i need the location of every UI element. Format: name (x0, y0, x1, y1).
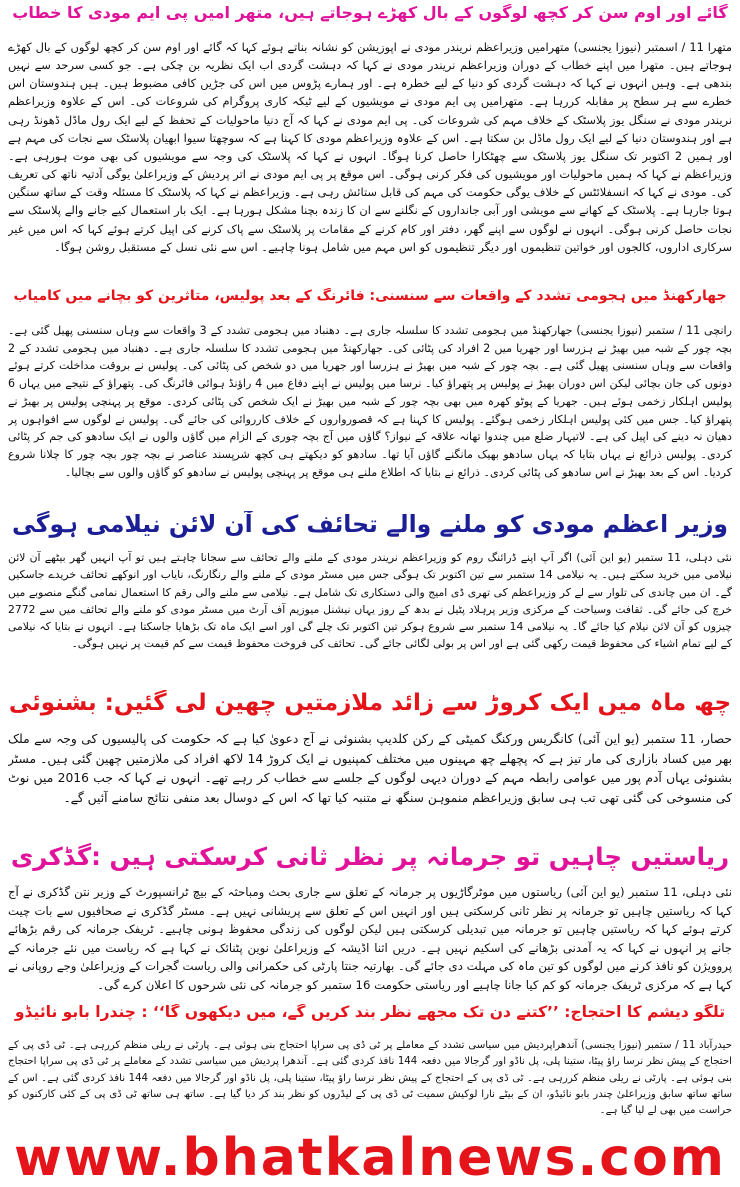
article-3 (8, 511, 732, 667)
article-3-headline: وزیر اعظم مودی کو ملنے والے تحائف کی آن لائن نیلامی ہوگی (12, 511, 728, 538)
article-2-body: رانچی 11 / ستمبر (نیوزا یجنسی) جھارکھنڈ میں ہجومی تشدد کا سلسلہ جاری ہے۔ دھنباد میں ہجومی تشدد کے 3 واقعات سے وہاں سنسنی پھیل گئی ہے۔ بچہ چور کے شبہ میں بھیڑ نے ہزرسا اور جھریا میں 2 افراد کی پٹائی کی۔ جھارکھنڈ میں ہجومی تشدد کا سلسلہ جاری ہے۔ دھنباد میں ہجومی تشدد کے 2 واقعات سے وہاں سنسنی پھیل گئی ہے۔ بچہ چور کے شبہ میں بھیڑ نے ہزرسا اور جھریا میں دو شخص کی پٹائی کی۔ پولیس نے بروقت مداخلت کرتے ہوئے دونوں کی جان بچائی لیکن اس دوران بھیڑ نے پولیس پر پتھراؤ کیا۔ نرسا میں پولیس نے اپنے دفاع میں 4 راؤنڈ ہوائی فائرنگ کی۔ پتھراؤ کے نتیجے میں یہاں 6 پولیس اہلکار زخمی ہوئے ہیں۔ جھریا کے پوٹو کھرہ میں بھی بچہ چور کے شبہ میں بھیڑ نے ایک شخص کی پٹائی کردی۔ موقع پر پہنچی پولیس پر بھیڑ نے پتھراؤ کیا۔ جس میں کئی پولیس اہلکار زخمی ہوگئے۔ پولیس کا کہنا ہے کہ قصورواروں کے خلاف کارروائی کی جائے گی۔ پولیس نے لوگوں سے افواہوں پر دھیان نہ دینے کی اپیل کی ہے۔ لاتیہار ضلع میں چندوا تھانہ علاقہ کے نیواز؟ گاؤں میں آج بچہ چوری کے الزام میں گاؤں والوں نے ایک سادھو کی جم کر پٹائی کردی۔ پولیس ذرائع نے یہاں بتایا کہ یہاں سادھو بھیک مانگنے گاؤں آیا تھا۔ سادھو کو دیکھتے ہی کچھ شرپسند عناصر نے بچہ چور بچہ چور کا چلانا شروع کردیا۔ اس کے بعد بھیڑ نے اس سادھو کی پٹائی کردی۔ ذرائع نے بتایا کہ اطلاع ملنے ہی موقع پر پہنچی پولیس نے سادھو کو گاؤں والوں سے بچالیا۔ (8, 324, 732, 479)
site-url-banner: www.bhatkalnews.com (14, 1130, 726, 1187)
article-4-body: حصار، 11 ستمبر (یو این آئی) کانگریس ورکنگ کمیٹی کے رکن کلدیپ بشنوئی نے آج دعویٰ کیا ہے کہ حکومت کی پالیسیوں کی وجہ سے ملک بھر میں کساد بازاری کی مار تیز ہے کہ پچھلے چھ مہینوں میں مختلف کمپنیوں نے ایک کروڑ 14 لاکھ افراد کی ملازمتیں چھین گئی ہیں۔ مسٹر بشنوئی یہاں آدم پور میں عوامی رابطہ مہم کے دوران دیہی لوگوں کے جلسے سے خطاب کر رہے تھے۔ انہوں نے کہا کہ جب 2016 میں نوٹ کی منسوخی کی گئی تھی تب ہی سابق وزیراعظم منموہن سنگھ نے متنبہ کیا تھا کہ اس کے دوسال بعد منفی نتائج سامنے آئیں گے۔ (8, 732, 732, 805)
article-1-headline: گائے اور اوم سن کر کچھ لوگوں کے بال کھڑے ہوجاتے ہیں، متھر امیں پی ایم مودی کا خطاب (12, 4, 728, 22)
article-2-headline: جھارکھنڈ میں ہجومی تشدد کے واقعات سے سنسنی: فائرنگ کے بعد پولیس، متاثرین کو بچانے میں کامیاب (13, 288, 727, 304)
article-6-body: حیدرآباد 11 / ستمبر (نیوزا یجنسی) آندھراپردیش میں سیاسی تشدد کے معاملے پر ٹی ڈی پی سراپا احتجاج بنی ہوئی ہے۔ پارٹی نے ریلی منظم کررہی ہے۔ ٹی ڈی پی کے احتجاج کے پیش نظر نرسا راؤ پیٹا، ستینا پلی، پل ناڈو اور گرجالا میں دفعہ 144 نافذ کردی گئی ہے۔ آندھرا پردیش میں سیاسی تشدد کے معاملے پر ٹی ڈی پی سراپا احتجاج بنی ہوئی ہے۔ پارٹی نے ریلی منظم کررہی ہے۔ ٹی ڈی پی کے احتجاج کے پیش نظر نرسا راؤ پیٹا، ستینا پلی، پل ناڈو اور گرجالا میں دفعہ 144 نافذ کردی گئی ہے۔ اس کے ساتھ ساتھ سابق وزیراعلیٰ چندر بابو نائیڈو، ان کے بیٹے نارا لوکیش سمیت ٹی ڈی پی کے لیڈروں کو نظر بند کر دیا گیا ہے۔ ساتھ ہی ساتھ ٹی ڈی پی کے کئی کارکنوں کو حراست میں بھی لے لیا گیا ہے۔ (8, 1040, 732, 1117)
article-4 (8, 690, 732, 828)
article-1-body: متھرا 11 / اسمتبر (نیوزا یجنسی) متھرامیں وزیراعظم نریندر مودی نے اپوزیشن کو نشانہ بناتے ہوئے کہا کہ گائے اور اوم سن کر کچھ لوگوں کے بال کھڑے ہوجاتے ہیں۔ متھرا میں اپنے خطاب کے دوران وزیراعظم نریندر مودی نے کہا کہ دہشت گردی اب ایک نظریہ بن چکی ہے۔ جو کسی سرحد سے نہیں بندھی ہے۔ وہیں انہوں نے کہا کہ دہشت گردی کو دنیا کے لیے خطرہ ہے۔ اور ہمارے پڑوس میں اس کی جڑیں کافی مضبوط ہیں۔ ہیں ہندوستان اس خطرے سے ہر سطح پر مقابلہ کررہا ہے۔ متھرامیں پی ایم مودی نے مویشیوں کے لیے ٹیکہ کاری پروگرام کی شروعات کی۔ اس کے علاوہ وزیراعظم نریندر مودی نے سنگل یوز پلاسٹک کے خلاف مہم کی شروعات کی۔ پی ایم مودی نے کہا کہ آج دنیا ماحولیات کے تحفظ کے لیے ایک رول ماڈل ڈھونڈ رہی ہے اور ہندوستان دنیا کے لیے ایک رول ماڈل بن سکتا ہے۔ اس کے علاوہ وزیراعظم مودی کا کہنا ہے کہ سوچھتا سیوا ابھیان پلاسٹک سے نجات کی مہم ہے اور ہمیں 2 اکتوبر تک سنگل یوز پلاسٹک سے چھٹکارا حاصل کرنا ہوگا۔ انہوں نے کہا کہ پلاسٹک کی وجہ سے مویشیوں کی بھی موت ہورہی ہے۔ وزیراعظم نے کہا کہ ہمیں ماحولیات اور مویشیوں کی فکر کرنی ہوگی۔ اس موقع پر پی ایم مودی نے اتر پردیش کے وزیراعلیٰ یوگی آدتیہ ناتھ کی تعریف کی۔ مودی نے کہا کہ انسفلائٹس کے خلاف یوگی حکومت کی مہم کی قابل ستائش رہی ہے۔ وزیراعظم نے کہا کہ پلاسٹک کا مسئلہ وقت کے ساتھ سنگین ہوتا جارہا ہے۔ پلاسٹک کے کھانے سے مویشی اور آبی جانداروں کے نگلنے سے ان کا زندہ بچنا مشکل ہورہا ہے۔ ایک بار استعمال کیے جانے والے پلاسٹک سے نجات حاصل کرنی ہوگی۔ انہوں نے لوگوں سے اپنے گھر، دفتر اور کام کرنے کے مقامات پر پلاسٹک سے پاک کرنے کی اپیل کرتے ہوئے کہا کہ اس میں غیر سرکاری اداروں، کالجوں اور خواتین تنظیموں اور دیگر تنظیموں کو اس مہم میں شامل ہونا چاہیے۔ اس سے نئی نسل کے مستقبل روشن ہوگا۔ (8, 40, 732, 254)
article-2 (8, 288, 732, 498)
article-6-headline: تلگو دیشم کا احتجاج: ’’کتنے دن تک مجھے نظر بند کریں گے، میں دیکھوں گا‘‘ : چندرا بابو نائیڈو (14, 1004, 726, 1021)
article-6 (8, 1004, 732, 1120)
article-5 (8, 843, 732, 1001)
article-5-headline: ریاستیں چاہیں تو جرمانہ پر نظر ثانی کرسکتی ہیں :گڈکری (10, 843, 730, 871)
article-4-headline: چھ ماہ میں ایک کروڑ سے زائد ملازمتیں چھین لی گئیں: بشنوئی (8, 690, 732, 716)
article-5-body: نئی دہلی، 11 ستمبر (یو این آئی) ریاستوں میں موٹرگاڑیوں پر جرمانہ کے تعلق سے جاری بحث ومباحثہ کے بیچ ٹرانسپورٹ کے وزیر نتن گڈکری نے آج کہا کہ ریاستیں چاہیں تو جرمانہ پر نظر ثانی کرسکتی ہیں اور انہیں اس کے تعلق سے پریشانی نہیں ہے۔ مسٹر گڈکری نے صحافیوں سے بات چیت کرتے ہوئے کہا کہ ریاستیں چاہیں تو جرمانہ میں تبدیلی کرسکتی ہیں لیکن لوگوں کی زندگی محفوظ ہونی چاہیے۔ ٹریفک جرمانہ کی رقم بڑھائے جانے پر انہوں نے کہا کہ یہ آمدنی بڑھانے کی اسکیم نہیں ہے۔ دریں اثنا اڈیشہ کے وزیراعلیٰ نوین پٹنائک نے کہا ہے کہ ریاست میں نئے جرمانہ کے پروویژن کو نافذ کرنے میں لوگوں کو تین ماہ کی مہلت دی جائے گی۔ بھارتیہ جنتا پارٹی کی حکمرانی والی ریاست گجرات کے وزیراعلیٰ وجے روپانی نے کہا ہے کہ مرکزی ٹریفک جرمانہ کو کم کیا جانا چاہیے اور ریاستی حکومت 16 ستمبر کو جرمانہ کی نئی شرحوں کا اعلان کرے گی۔ (8, 885, 732, 992)
article-1 (8, 4, 732, 276)
article-3-body: نئی دہلی، 11 ستمبر (یو این آئی) اگر آپ اپنے ڈرائنگ روم کو وزیراعظم نریندر مودی کے ملنے والے تحائف سے سجانا چاہتے ہیں تو آپ انہیں گھر بیٹھے آن لائن نیلامی میں خرید سکتے ہیں۔ یہ نیلامی 14 ستمبر سے تین اکتوبر تک ہوگی جس میں مسٹر مودی کے ملنے والے رنگارنگ، نایاب اور انوکھے تحائف خریدے جاسکیں گے۔ ان میں چاندی کی تلوار سے لے کر وزیراعظم کی تھری ڈی امیج والی دستکاری تک شامل ہے۔ نیلامی سے ملنے والی رقم کا استعمال نمامی گنگے منصوبے میں خرچ کی جائے گی۔ ثقافت وسیاحت کے مرکزی وزیر پرہلاد پٹیل نے بدھ کے روز یہاں نیشنل میوزیم آف آرٹ میں مسٹر مودی کو ملنے والے تحائف میں سے 2772 چیزوں کو آن لائن نیلام کیا جائے گا۔ یہ نیلامی 14 ستمبر سے شروع ہوکر تین اکتوبر تک چلے گی اور اسے ایک ماہ تک بڑھایا جاسکتا ہے۔ انہوں نے بتایا کہ نیلامی کے لیے تمام اشیاء کی محفوظ قیمت رکھی گئی ہے اور اس پر بولی لگائی جائے گی۔ تحائف کی فروخت محفوظ قیمت سے کم قیمت پر نہیں ہوگی۔ (8, 551, 732, 651)
